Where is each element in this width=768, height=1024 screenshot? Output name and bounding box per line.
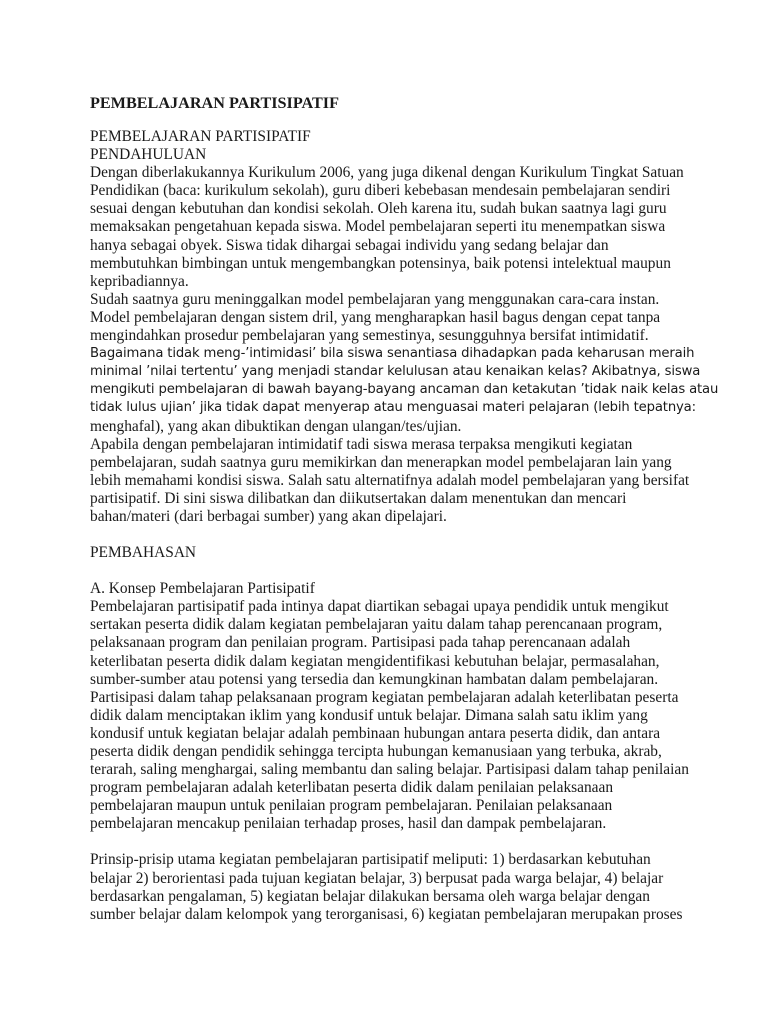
- text-line: A. Konsep Pembelajaran Partisipatif: [90, 580, 315, 598]
- text-line: menghafal), yang akan dibuktikan dengan ulangan/tes/ujian.: [90, 417, 462, 435]
- text-line: didik dalam menciptakan iklim yang kondusif untuk belajar. Dimana salah satu iklim yang: [90, 706, 648, 724]
- document-title: PEMBELAJARAN PARTISIPATIF: [90, 94, 339, 112]
- text-line: memaksakan pengetahuan kepada siswa. Model pembelajaran seperti itu menempatkan siswa: [90, 218, 666, 236]
- text-line: bahan/materi (dari berbagai sumber) yang akan dipelajari.: [90, 507, 447, 525]
- text-line: lebih memahami kondisi siswa. Salah satu alternatifnya adalah model pembelajaran yang bersifat: [90, 471, 690, 489]
- text-line: partisipatif. Di sini siswa dilibatkan dan diikutsertakan dalam menentukan dan mencari: [90, 489, 627, 507]
- text-line: keterlibatan peserta didik dalam kegiatan mengidentifikasi kebutuhan belajar, permasalahan,: [90, 652, 660, 670]
- introduction-continued-block: [90, 418, 730, 527]
- text-line: kepribadiannya.: [90, 272, 189, 290]
- text-line: sertakan peserta didik dalam kegiatan pembelajaran yaitu dalam tahap perencanaan program,: [90, 616, 663, 634]
- text-line: belajar 2) berorientasi pada tujuan kegiatan belajar, 3) berpusat pada warga belajar, 4) belajar: [90, 869, 664, 887]
- text-line: mengindahkan prosedur pembelajaran yang semestinya, sesungguhnya bersifat intimidatif.: [90, 327, 649, 345]
- text-line: membutuhkan bimbingan untuk mengembangkan potensinya, baik potensi intelektual maupun: [90, 254, 671, 272]
- text-line: PEMBELAJARAN PARTISIPATIF: [90, 128, 311, 145]
- spacer: [90, 526, 730, 544]
- text-line: pembelajaran maupun untuk penilaian program pembelajaran. Penilaian pelaksanaan: [90, 797, 613, 815]
- text-line: program pembelajaran adalah keterlibatan peserta didik dalam penilaian pelaksanaan: [90, 779, 614, 797]
- text-line: pembelajaran mencakup penilaian terhadap proses, hasil dan dampak pembelajaran.: [90, 815, 607, 833]
- text-line: kondusif untuk kegiatan belajar adalah pembinaan hubungan antara peserta didik, dan antara: [90, 724, 661, 742]
- section-heading: PEMBAHASAN: [90, 544, 197, 562]
- text-line: berdasarkan pengalaman, 5) kegiatan belajar dilakukan bersama oleh warga belajar dengan: [90, 887, 650, 905]
- spacer: [90, 833, 730, 851]
- text-line: minimal ’nilai tertentu’ yang menjadi standar kelulusan atau kenaikan kelas? Akibatnya, siswa: [90, 364, 701, 380]
- introduction-block: [90, 128, 730, 345]
- text-line: Sudah saatnya guru meninggalkan model pembelajaran yang menggunakan cara-cara instan.: [90, 290, 660, 308]
- spacer: [90, 562, 730, 580]
- text-line: mengikuti pembelajaran di bawah bayang-bayang ancaman dan ketakutan ’tidak naik kelas atau: [90, 382, 719, 398]
- text-line: PENDAHULUAN: [90, 146, 207, 164]
- principles-block: [90, 851, 730, 923]
- text-line: sumber belajar dalam kelompok yang terorganisasi, 6) kegiatan pembelajaran merupakan proses: [90, 905, 683, 923]
- text-line: Partisipasi dalam tahap pelaksanaan program kegiatan pembelajaran adalah keterlibatan peserta: [90, 688, 679, 706]
- scanned-font-block: [90, 345, 730, 417]
- document-body: [90, 94, 730, 924]
- text-line: pembelajaran, sudah saatnya guru memikirkan dan menerapkan model pembelajaran lain yang: [90, 453, 672, 471]
- text-line: Bagaimana tidak meng-’intimidasi’ bila siswa senantiasa dihadapkan pada keharusan meraih: [90, 346, 695, 362]
- text-line: peserta didik dengan pendidik sehingga tercipta hubungan kemanusiaan yang terbuka, akrab,: [90, 743, 662, 760]
- text-line: sumber-sumber atau potensi yang tersedia dan kemungkinan hambatan dalam pembelajaran.: [90, 670, 659, 688]
- text-line: Apabila dengan pembelajaran intimidatif tadi siswa merasa terpaksa mengikuti kegiatan: [90, 435, 633, 453]
- text-line: sesuai dengan kebutuhan dan kondisi sekolah. Oleh karena itu, sudah bukan saatnya lagi guru: [90, 200, 667, 218]
- text-line: Prinsip-prisip utama kegiatan pembelajaran partisipatif meliputi: 1) berdasarkan kebutuhan: [90, 851, 651, 869]
- text-line: Pembelajaran partisipatif pada intinya dapat diartikan sebagai upaya pendidik untuk mengikut: [90, 598, 669, 616]
- text-line: Pendidikan (baca: kurikulum sekolah), guru diberi kebebasan mendesain pembelajaran sendiri: [90, 182, 671, 200]
- text-line: terarah, saling menghargai, saling membantu dan saling belajar. Partisipasi dalam tahap penilaian: [90, 761, 689, 779]
- text-line: hanya sebagai obyek. Siswa tidak dihargai sebagai individu yang sedang belajar dan: [90, 236, 609, 254]
- text-line: tidak lulus ujian’ jika tidak dapat menyerap atau menguasai materi pelajaran (lebih tepatnya:: [90, 400, 696, 416]
- text-line: Model pembelajaran dengan sistem dril, yang mengharapkan hasil bagus dengan cepat tanpa: [90, 308, 661, 326]
- text-line: pelaksanaan program dan penilaian program. Partisipasi pada tahap perencanaan adalah: [90, 634, 631, 652]
- text-line: Dengan diberlakukannya Kurikulum 2006, yang juga dikenal dengan Kurikulum Tingkat Satuan: [90, 164, 684, 182]
- concept-section-block: [90, 580, 730, 833]
